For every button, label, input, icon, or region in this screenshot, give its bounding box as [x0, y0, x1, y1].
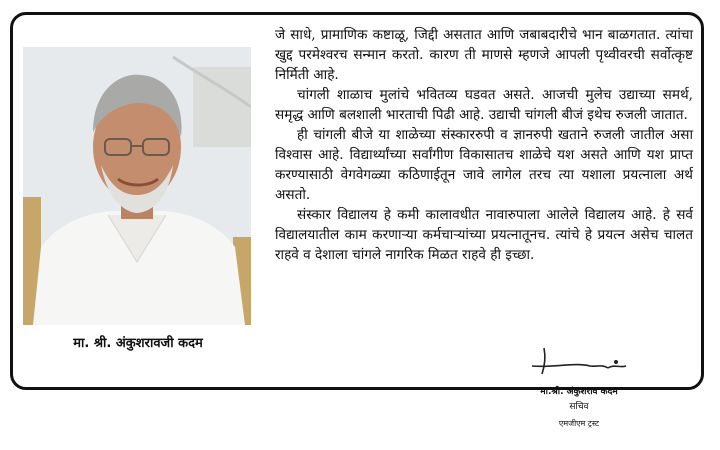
portrait-photo [23, 47, 251, 325]
portrait-image [23, 47, 251, 325]
paragraph: संस्कार विद्यालय हे कमी कालावधीत नावारुपाला आलेले विद्यालय आहे. हे सर्व विद्यालयातील काम करणाऱ्या कर्मचाऱ्यांच्या प्रयत्नातूनच. त्यांचे हे प्रयत्न असेच चालत राहवे व देशाला चांगले नागरिक मिळत राहवे ही इच्छा. [275, 207, 693, 263]
handwritten-signature [524, 340, 634, 380]
signatory-name: मा.श्री. अंकुशराव कदम [540, 387, 618, 397]
signatory-organization: एमजीएम ट्रस्ट [558, 419, 600, 428]
portrait-caption: मा. श्री. अंकुशरावजी कदम [73, 336, 203, 351]
message-body [275, 25, 693, 265]
paragraph: जे साधे, प्रामाणिक कष्टाळू, जिद्दी असतात आणि जबाबदारीचे भान बाळगतात. त्यांचा खुद्द परमेश्वरच सन्मान करतो. कारण ती माणसे म्हणजे आपली पृथ्वीवरची सर्वोत्कृष्ट निर्मिती आहे. [275, 27, 693, 83]
signature-block [514, 340, 644, 450]
paragraph: चांगली शाळाच मुलांचे भवितव्य घडवत असते. आजची मुलेच उद्याच्या समर्थ, समृद्ध आणि बलशाली भारताची पिढी आहे. उद्याची चांगली बीजं इथेच रुजली जातात. [275, 87, 693, 123]
paragraph: ही चांगली बीजे या शाळेच्या संस्काररुपी व ज्ञानरुपी खताने रुजली जातील असा विश्वास आहे. विद्यार्थ्यांच्या सर्वांगीण विकासातच शाळेचे यश असते आणि यश प्राप्त करण्यासाठी वेगवेगळ्या कठिणाईतून जावे लागेल तरच त्या यशाला प्रयत्नाला अर्थ असतो. [275, 127, 693, 203]
signatory-role: सचिव [569, 402, 589, 412]
message-frame [10, 12, 704, 390]
